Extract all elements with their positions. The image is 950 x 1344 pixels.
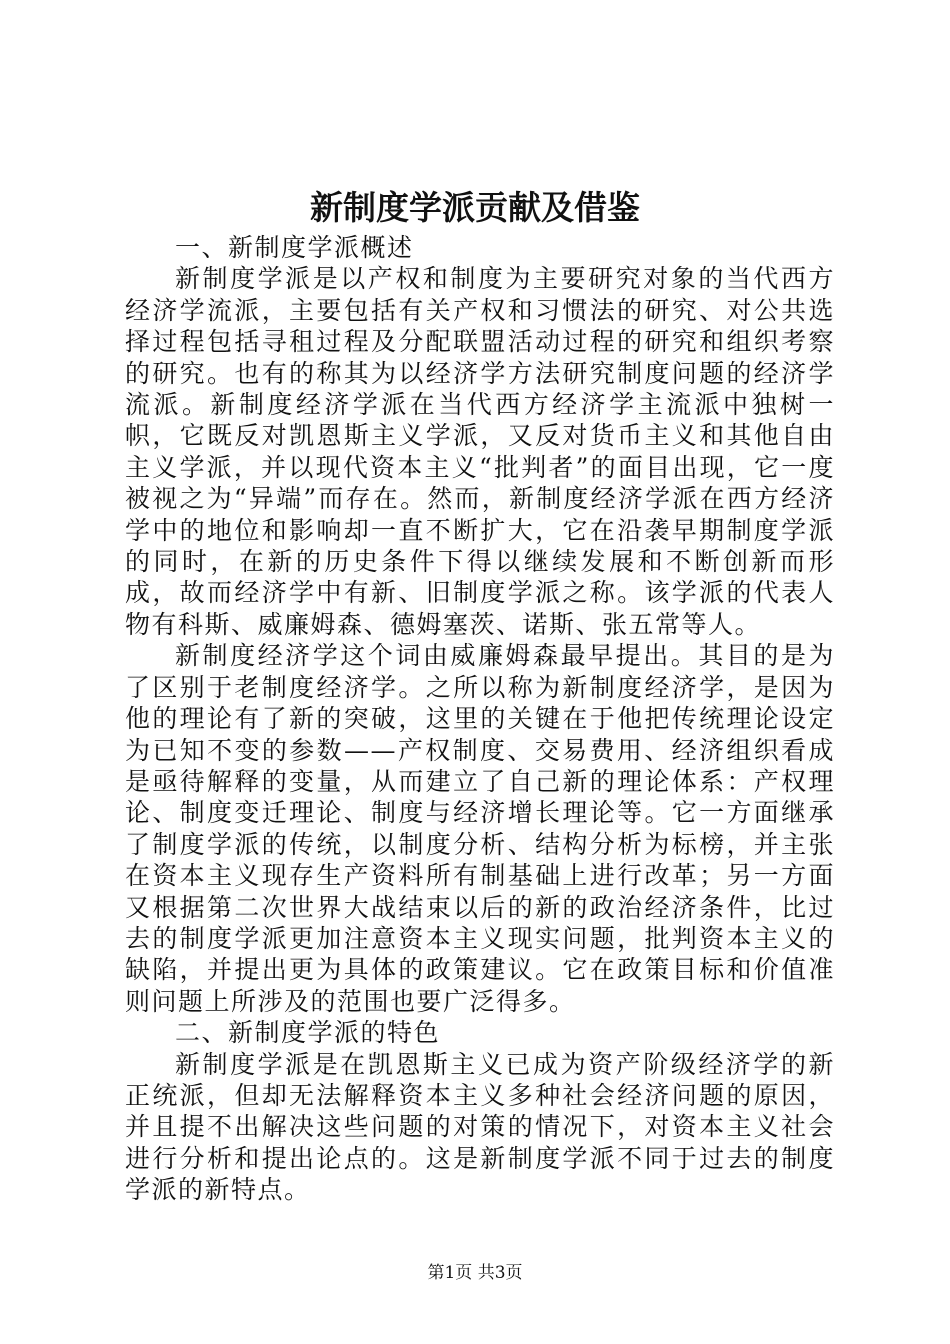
document-title: 新制度学派贡献及借鉴 bbox=[310, 188, 640, 227]
document-body bbox=[125, 232, 835, 1206]
section-heading-2: 二、新制度学派的特色 bbox=[175, 1018, 441, 1048]
paragraph-1: 新制度学派是以产权和制度为主要研究对象的当代西方经济学流派，主要包括有关产权和习惯法的研究、对公共选择过程包括寻租过程及分配联盟活动过程的研究和组织考察的研究。也有的称其为以经济学方法研究制度问题的经济学流派。新制度经济学派在当代西方经济学主流派中独树一帜，它既反对凯恩斯主义学派，又反对货币主义和其他自由主义学派，并以现代资本主义“批判者”的面目出现，它一度被视之为“异端”而存在。然而，新制度经济学派在西方经济学中的地位和影响却一直不断扩大，它在沿袭早期制度学派的同时，在新的历史条件下得以继续发展和不断创新而形成，故而经济学中有新、旧制度学派之称。该学派的代表人物有科斯、威廉姆森、德姆塞茨、诺斯、张五常等人。 bbox=[125, 264, 835, 639]
page-number-footer: 第1页 共3页 bbox=[427, 1263, 523, 1283]
paragraph-2: 新制度经济学这个词由威廉姆森最早提出。其目的是为了区别于老制度经济学。之所以称为新制度经济学，是因为他的理论有了新的突破，这里的关键在于他把传统理论设定为已知不变的参数——产权制度、交易费用、经济组织看成是亟待解释的变量，从而建立了自己新的理论体系：产权理论、制度变迁理论、制度与经济增长理论等。它一方面继承了制度学派的传统，以制度分析、结构分析为标榜，并主张在资本主义现存生产资料所有制基础上进行改革；另一方面又根据第二次世界大战结束以后的新的政治经济条件，比过去的制度学派更加注意资本主义现实问题，批判资本主义的缺陷，并提出更为具体的政策建议。它在政策目标和价值准则问题上所涉及的范围也要广泛得多。 bbox=[125, 641, 835, 1016]
section-heading-1: 一、新制度学派概述 bbox=[175, 233, 414, 262]
paragraph-3: 新制度学派是在凯恩斯主义已成为资产阶级经济学的新正统派，但却无法解释资本主义多种社会经济问题的原因，并且提不出解决这些问题的对策的情况下，对资本主义社会进行分析和提出论点的。这是新制度学派不同于过去的制度学派的新特点。 bbox=[125, 1049, 835, 1205]
